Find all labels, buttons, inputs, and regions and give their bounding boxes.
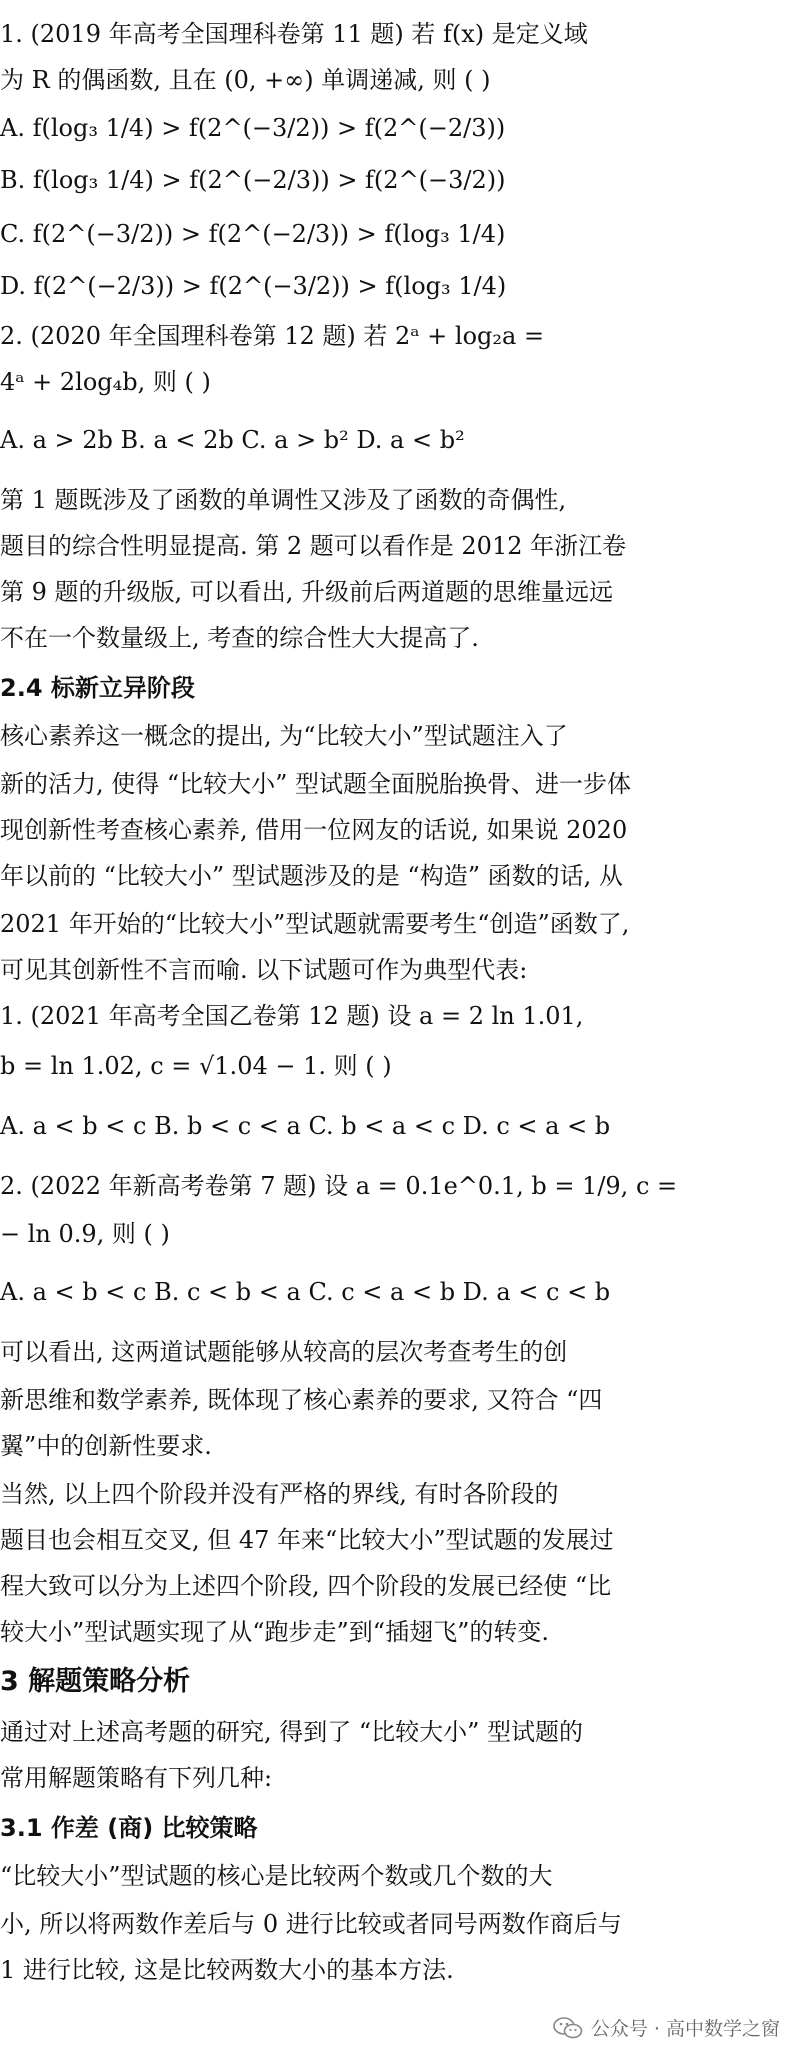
text-line: 为 R 的偶函数, 且在 (0, +∞) 单调递减, 则 ( ) (0, 66, 491, 94)
text-line: 小, 所以将两数作差后与 0 进行比较或者同号两数作商后与 (0, 1910, 622, 1938)
text-line: 现创新性考查核心素养, 借用一位网友的话说, 如果说 2020 (0, 816, 628, 844)
option-line: A. f(log₃ 1/4) > f(2^(−3/2)) > f(2^(−2/3)) (0, 114, 506, 142)
text-line: 第 1 题既涉及了函数的单调性又涉及了函数的奇偶性, (0, 486, 567, 514)
text-line: 4ᵃ + 2log₄b, 则 ( ) (0, 368, 211, 396)
text-line: 2. (2022 年新高考卷第 7 题) 设 a = 0.1e^0.1, b = 1/9, c = (0, 1172, 678, 1200)
text-line: 题目也会相互交叉, 但 47 年来“比较大小”型试题的发展过 (0, 1526, 614, 1554)
option-line: C. f(2^(−3/2)) > f(2^(−2/3)) > f(log₃ 1/4) (0, 220, 506, 248)
text-line: 当然, 以上四个阶段并没有严格的界线, 有时各阶段的 (0, 1480, 559, 1508)
text-line: 第 9 题的升级版, 可以看出, 升级前后两道题的思维量远远 (0, 578, 614, 606)
text-line: 新思维和数学素养, 既体现了核心素养的要求, 又符合 “四 (0, 1386, 603, 1414)
section-heading: 3 解题策略分析 (0, 1666, 191, 1697)
text-line: 常用解题策略有下列几种: (0, 1764, 273, 1792)
text-line: − ln 0.9, 则 ( ) (0, 1220, 170, 1248)
text-line: 程大致可以分为上述四个阶段, 四个阶段的发展已经使 “比 (0, 1572, 612, 1600)
text-line: 题目的综合性明显提高. 第 2 题可以看作是 2012 年浙江卷 (0, 532, 627, 560)
text-line: 可以看出, 这两道试题能够从较高的层次考查考生的创 (0, 1338, 568, 1366)
text-line: 1 进行比较, 这是比较两数大小的基本方法. (0, 1956, 454, 1984)
text-line: 新的活力, 使得 “比较大小” 型试题全面脱胎换骨、进一步体 (0, 770, 632, 798)
text-line: b = ln 1.02, c = √1.04 − 1. 则 ( ) (0, 1052, 392, 1080)
text-line: 较大小”型试题实现了从“跑步走”到“插翅飞”的转变. (0, 1618, 549, 1646)
text-line: 1. (2021 年高考全国乙卷第 12 题) 设 a = 2 ln 1.01, (0, 1002, 584, 1030)
text-line: 核心素养这一概念的提出, 为“比较大小”型试题注入了 (0, 722, 568, 750)
text-line: 不在一个数量级上, 考查的综合性大大提高了. (0, 624, 479, 652)
watermark (553, 2014, 780, 2041)
option-line: B. f(log₃ 1/4) > f(2^(−2/3)) > f(2^(−3/2)) (0, 166, 506, 194)
text-line: 2021 年开始的“比较大小”型试题就需要考生“创造”函数了, (0, 910, 630, 938)
text-line: 通过对上述高考题的研究, 得到了 “比较大小” 型试题的 (0, 1718, 584, 1746)
section-heading: 2.4 标新立异阶段 (0, 674, 195, 702)
option-line: A. a > 2b B. a < 2b C. a > b² D. a < b² (0, 426, 465, 454)
wechat-icon (553, 2016, 583, 2040)
text-line: 2. (2020 年全国理科卷第 12 题) 若 2ᵃ + log₂a = (0, 322, 545, 350)
option-line: A. a < b < c B. c < b < a C. c < a < b D. a < c < b (0, 1278, 611, 1306)
text-line: “比较大小”型试题的核心是比较两个数或几个数的大 (0, 1862, 553, 1890)
text-line: 可见其创新性不言而喻. 以下试题可作为典型代表: (0, 956, 528, 984)
text-line: 年以前的 “比较大小” 型试题涉及的是 “构造” 函数的话, 从 (0, 862, 623, 890)
text-line: 1. (2019 年高考全国理科卷第 11 题) 若 f(x) 是定义域 (0, 20, 588, 48)
subsection-heading: 3.1 作差 (商) 比较策略 (0, 1814, 258, 1842)
option-line: A. a < b < c B. b < c < a C. b < a < c D. c < a < b (0, 1112, 611, 1140)
option-line: D. f(2^(−2/3)) > f(2^(−3/2)) > f(log₃ 1/4) (0, 272, 507, 300)
watermark-text: 公众号 · 高中数学之窗 (590, 2018, 780, 2040)
text-line: 翼”中的创新性要求. (0, 1432, 212, 1460)
